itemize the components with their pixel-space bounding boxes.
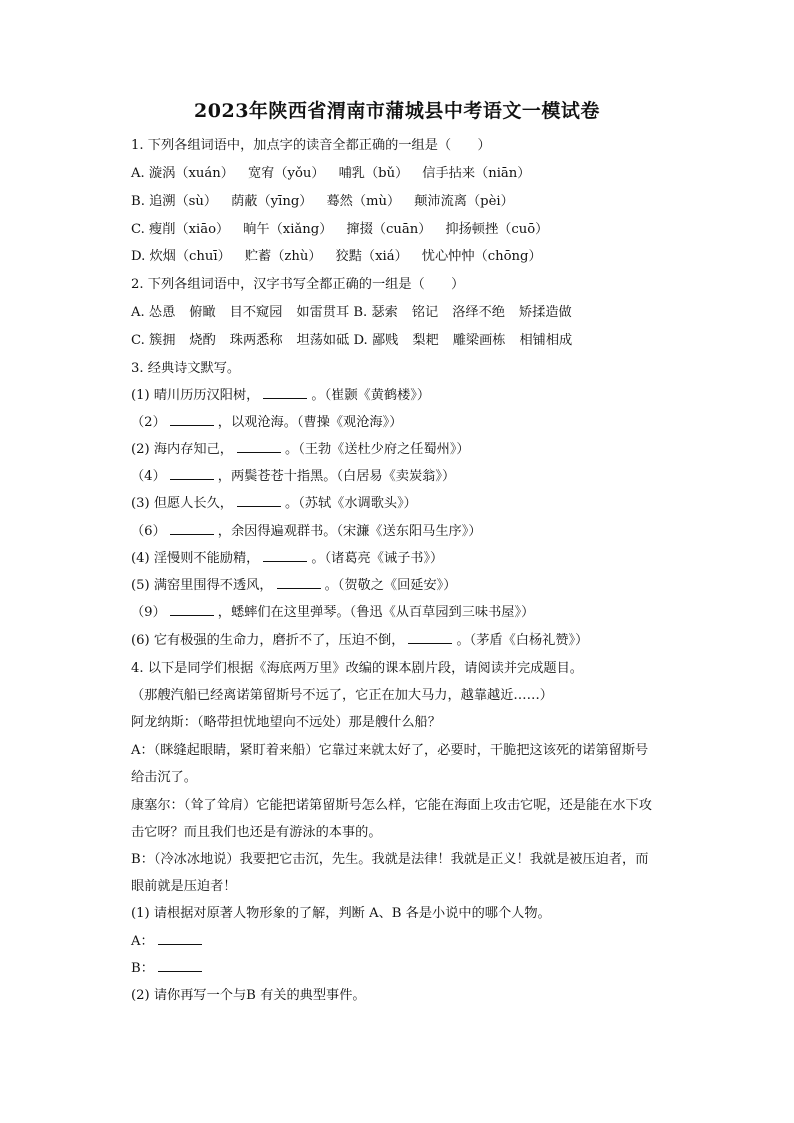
- q4-line: （那艘汽船已经离诺第留斯号不远了，它正在加大马力，越靠越近……）: [131, 688, 553, 703]
- recitation-item: [131, 467, 455, 487]
- q4-line: B：（冷冰冰地说）我要把它击沉，先生。我就是法律！我就是正义！我就是被压迫者，而: [131, 852, 649, 867]
- recitation-prompt: (4) 淫慢则不能励精，: [131, 551, 260, 566]
- recitation-prompt: （2）: [131, 415, 166, 430]
- recitation-prompt: (6) 它有极强的生命力，磨折不了，压迫不倒，: [131, 633, 405, 648]
- recitation-item: [131, 440, 470, 460]
- answer-b-line: B：: [131, 959, 206, 979]
- recitation-blank[interactable]: [237, 440, 281, 453]
- recitation-blank[interactable]: [408, 631, 452, 644]
- recitation-source: ，余因得遍观群书。（宋濂《送东阳马生序》）: [217, 524, 482, 539]
- q4-line: 眼前就是压迫者！: [131, 879, 237, 894]
- recitation-source: ，两鬓苍苍十指黑。（白居易《卖炭翁》）: [217, 469, 456, 484]
- recitation-blank[interactable]: [277, 576, 321, 589]
- recitation-item: [131, 522, 482, 542]
- recitation-item: [131, 576, 456, 596]
- q4-line: 阿龙纳斯：（略带担忧地望向不远处）那是艘什么船？: [131, 715, 441, 730]
- q4-stem: 4. 以下是同学们根据《海底两万里》改编的课本剧片段，请阅读并完成题目。: [131, 661, 583, 676]
- recitation-prompt: （9）: [131, 605, 166, 620]
- recitation-blank[interactable]: [170, 413, 214, 426]
- recitation-item: [131, 631, 588, 651]
- recitation-blank[interactable]: [263, 386, 307, 399]
- q4-line: 给击沉了。: [131, 770, 197, 785]
- q3-stem: 3. 经典诗文默写。: [131, 361, 241, 376]
- recitation-prompt: (3) 但愿人长久，: [131, 496, 233, 511]
- recitation-source: 。（崔颢《黄鹤楼》）: [311, 388, 431, 403]
- recitation-prompt: (1) 晴川历历汉阳树，: [131, 388, 260, 403]
- recitation-blank[interactable]: [237, 494, 281, 507]
- recitation-prompt: （4）: [131, 469, 166, 484]
- q1-stem: 1. 下列各组词语中，加点字的读音全都正确的一组是（ ）: [131, 138, 491, 153]
- q4-line: A：（眯缝起眼睛，紧盯着来船）它靠过来就太好了，必要时，干脆把这该死的诺第留斯号: [131, 743, 649, 758]
- recitation-source: 。（王勃《送杜少府之任蜀州》）: [285, 442, 470, 457]
- q1-option-a: A. 漩涡（xuán） 宽宥（yǒu） 哺乳（bǔ） 信手拈来（niān）: [131, 166, 531, 181]
- answer-b-blank[interactable]: [158, 959, 202, 972]
- recitation-source: 。（诸葛亮《诫子书》）: [311, 551, 444, 566]
- recitation-item: [131, 386, 430, 406]
- q4-line: 击它呀？而且我们也还是有游泳的本事的。: [131, 825, 382, 840]
- recitation-prompt: (2) 海内存知己，: [131, 442, 233, 457]
- recitation-item: [131, 549, 443, 569]
- recitation-blank[interactable]: [263, 549, 307, 562]
- recitation-item: [131, 494, 417, 514]
- recitation-prompt: (5) 满窑里围得不透风，: [131, 578, 273, 593]
- recitation-item: [131, 603, 534, 623]
- recitation-prompt: （6）: [131, 524, 166, 539]
- answer-a-blank[interactable]: [158, 932, 202, 945]
- page-title: 2023年陕西省渭南市蒲城县中考语文一模试卷: [194, 100, 600, 122]
- recitation-source: 。（贺敬之《回延安》）: [324, 578, 457, 593]
- q2-options-cd: C. 簇拥 烧酌 珠两悉称 坦荡如砥 D. 鄙贱 梨耙 雕梁画栋 相铺相成: [131, 333, 573, 348]
- answer-a-line: A：: [131, 932, 206, 952]
- recitation-blank[interactable]: [170, 522, 214, 535]
- recitation-item: [131, 413, 402, 433]
- q1-option-c: C. 瘦削（xiāo） 晌午（xiǎng） 撺掇（cuān） 抑扬顿挫（cuō）: [131, 222, 549, 237]
- recitation-source: 。（茅盾《白杨礼赞》）: [456, 633, 589, 648]
- recitation-source: ，以观沧海。（曹操《观沧海》）: [217, 415, 403, 430]
- q4-line: 康塞尔：（耸了耸肩）它能把诺第留斯号怎么样，它能在海面上攻击它呢，还是能在水下攻: [131, 798, 652, 813]
- q4-sub1: (1) 请根据对原著人物形象的了解，判断 A、B 各是小说中的哪个人物。: [131, 906, 551, 921]
- recitation-source: ，蟋蟀们在这里弹琴。（鲁迅《从百草园到三味书屋》）: [217, 605, 535, 620]
- recitation-blank[interactable]: [170, 603, 214, 616]
- q1-option-d: D. 炊烟（chuī） 贮蓄（zhù） 狡黠（xiá） 忧心忡忡（chōng）: [131, 249, 542, 264]
- q2-options-ab: A. 怂恿 俯瞰 目不窥园 如雷贯耳 B. 瑟索 铭记 洛绎不绝 矫揉造做: [131, 305, 572, 320]
- q1-option-b: B. 追溯（sù） 荫蔽（yīng） 蓦然（mù） 颠沛流离（pèi）: [131, 194, 514, 209]
- q2-stem: 2. 下列各组词语中，汉字书写全都正确的一组是（ ）: [131, 277, 465, 292]
- q4-sub2: (2) 请你再写一个与B 有关的典型事件。: [131, 988, 366, 1003]
- recitation-source: 。（苏轼《水调歌头》）: [285, 496, 417, 511]
- recitation-blank[interactable]: [170, 467, 214, 480]
